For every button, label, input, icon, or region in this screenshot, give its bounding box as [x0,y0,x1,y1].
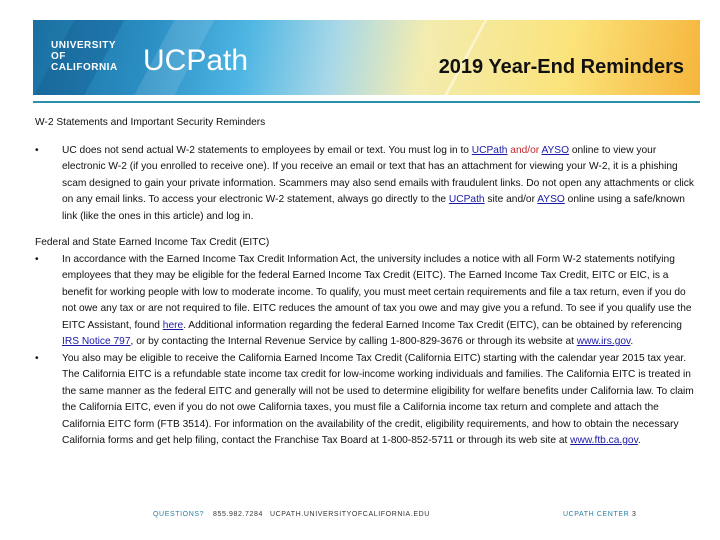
ayso-link[interactable]: AYSO [541,144,570,156]
text: , or by contacting the Internal Revenue Service by calling 1-800-829-3676 or through its website at [130,336,577,347]
header-banner [33,20,700,95]
ucpath-link[interactable]: UCPath [471,144,508,156]
text: . Additional information regarding the federal Earned Income Tax Credit (EITC), can be obtained by referencing [183,319,682,331]
text: . [637,435,641,446]
ucpath-brand: UCPath [143,44,249,77]
uc-logo [51,40,118,73]
header-divider [33,101,700,103]
text: site and/or [484,194,538,205]
footer-center: UCPATH CENTER [563,511,630,518]
bullet: • [35,144,39,156]
ucpath-link[interactable]: UCPath [448,194,485,205]
logo-line: OF [51,51,66,62]
section-heading-eitc: Federal and State Earned Income Tax Credit (EITC) [35,237,270,248]
list-item [35,252,695,351]
logo-line: UNIVERSITY [51,40,117,51]
ayso-link[interactable]: AYSO [537,194,565,205]
page-number: 3 [632,511,637,518]
text: . [630,336,634,347]
bullet: • [35,253,39,265]
text: online using a safe/known link (like the ones in this article) and log in. [62,194,685,222]
irs-website-link[interactable]: www.irs.gov [576,336,631,347]
bullet: • [35,352,39,364]
text: In accordance with the Earned Income Tax Credit Information Act, the university includes a notice with all Form W-2 statements notifying employees that they may be eligible for the federal Earned Income Tax Credit (EITC). The Earned Income Tax Credit, EITC or EIC, is a benefit for working people with low to moderate income. To qualify, you must meet certain requirements and file a tax return, even if you do not owe any tax or are not required to file. EITC reduces the amount of tax you owe and may give you a refund. To see if you qualify use the EITC Assistant, found [62,253,692,331]
w2-bullets [35,143,695,226]
ftb-website-link[interactable]: www.ftb.ca.gov [570,435,638,446]
page-title: 2019 Year-End Reminders [438,56,684,78]
footer-questions: QUESTIONS? [153,511,205,518]
text: UC does not send actual W-2 statements to employees by email or text. You must log in to [62,144,472,156]
irs-notice-link[interactable]: IRS Notice 797 [62,336,131,347]
eitc-bullets [35,252,695,450]
eitc-assistant-link[interactable]: here [162,319,184,331]
list-item [35,143,695,226]
section-heading-w2: W-2 Statements and Important Security Reminders [35,117,266,128]
footer-phone: 855.982.7284 [213,511,264,518]
document-body [35,115,695,450]
text: online to view your electronic W-2 (if you enrolled to receive one). If you receive an email or text that has an attachment for viewing your W-2, it is a phishing scam designed to gain your private information. Scammers may also send emails with fraudulent links. Do not open any attachments or click on any email links. To access your electronic W-2 statement, always go directly to the [62,144,694,205]
footer-url[interactable]: UCPATH.UNIVERSITYOFCALIFORNIA.EDU [270,511,430,518]
list-item [35,351,695,450]
text: and/or [507,144,542,156]
logo-line: CALIFORNIA [51,62,118,73]
text: You also may be eligible to receive the California Earned Income Tax Credit (California EITC) starting with the calendar year 2015 tax year. The California EITC is a refundable state income tax credit for low-income working individuals and families. The California EITC is treated in the same manner as the federal EITC and generally will not be used to determine eligibility for welfare benefits under California law. To claim the California EITC, even if you do not owe California taxes, you must file a California income tax return and complete and attach the California EITC form (FTB 3514). For information on the availability of the credit, eligibility requirements, and how to obtain the necessary California forms and get help filing, contact the Franchise Tax Board at 1-800-852-5711 or through its web site at [62,352,694,446]
